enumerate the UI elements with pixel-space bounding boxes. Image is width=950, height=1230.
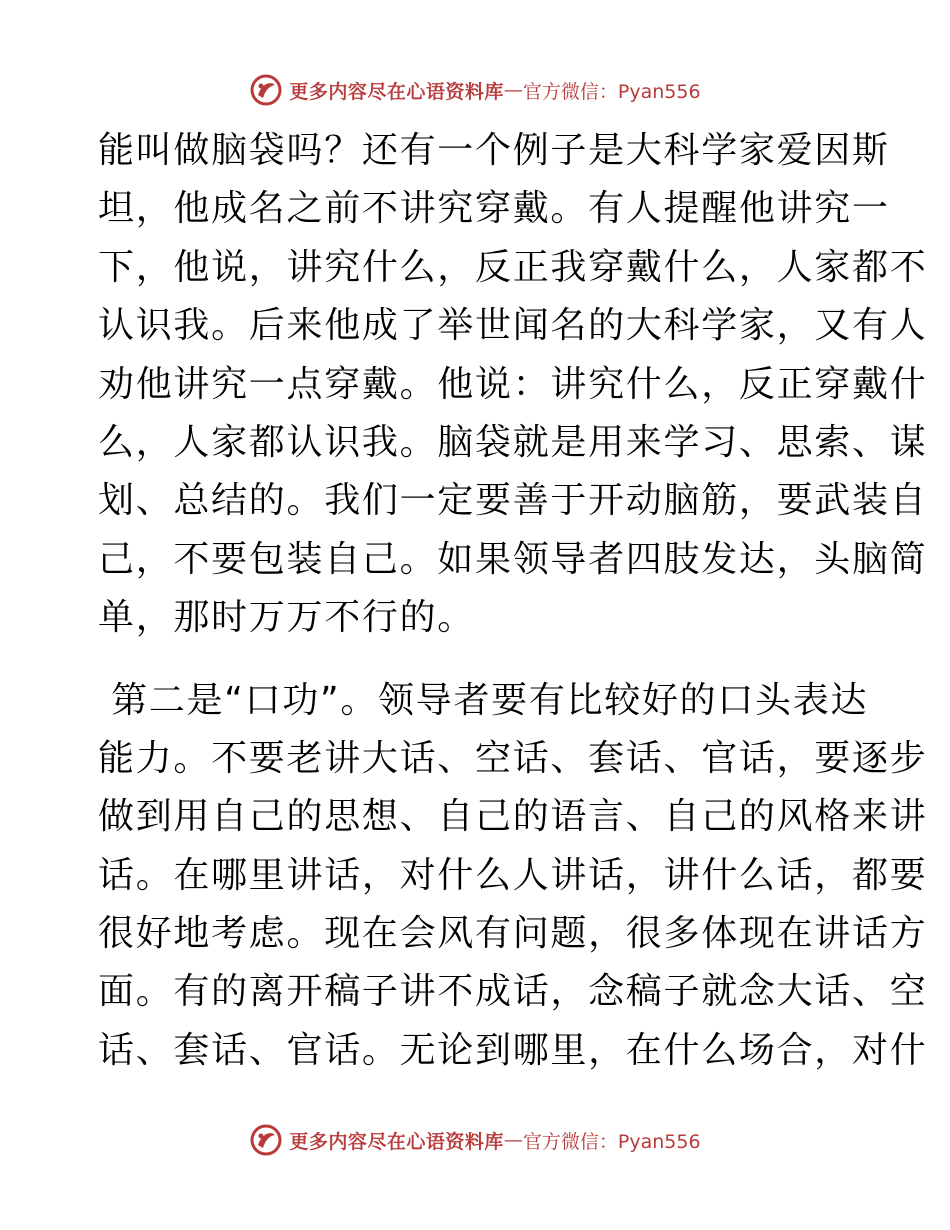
text-line: 话、套话、官话。无论到哪里，在什么场合，对什	[98, 1029, 928, 1071]
paragraph	[98, 122, 928, 648]
paragraph	[98, 672, 928, 1081]
text-line: 做到用自己的思想、自己的语言、自己的风格来讲	[98, 796, 928, 838]
watermark-separator: —	[503, 1129, 523, 1151]
watermark-separator: —	[503, 79, 523, 101]
watermark-title: 更多内容尽在心语资料库	[289, 1130, 504, 1153]
text-line: 很好地考虑。现在会风有问题，很多体现在讲话方	[98, 913, 928, 955]
text-line: 第二是“口功”。领导者要有比较好的口头表达	[98, 679, 869, 721]
footer-watermark	[0, 1120, 950, 1160]
text-line: 己，不要包装自己。如果领导者四肢发达，头脑简	[98, 538, 928, 580]
text-line: 划、总结的。我们一定要善于开动脑筋，要武装自	[98, 480, 928, 522]
logo-icon	[249, 1123, 283, 1157]
text-line: 话。在哪里讲话，对什么人讲话，讲什么话，都要	[98, 854, 928, 896]
text-line: 单，那时万万不行的。	[98, 597, 476, 639]
text-line: 么，人家都认识我。脑袋就是用来学习、思索、谋	[98, 421, 928, 463]
watermark-title: 更多内容尽在心语资料库	[289, 80, 504, 103]
header-watermark	[0, 70, 950, 110]
watermark-contact: 官方微信：Pyan556	[522, 1130, 701, 1153]
text-line: 能叫做脑袋吗？还有一个例子是大科学家爱因斯	[98, 130, 890, 171]
watermark-contact: 官方微信：Pyan556	[522, 80, 701, 103]
logo-icon	[249, 73, 283, 107]
text-line: 面。有的离开稿子讲不成话，念稿子就念大话、空	[98, 971, 928, 1013]
text-line: 劝他讲究一点穿戴。他说：讲究什么，反正穿戴什	[98, 363, 928, 405]
text-line: 坦，他成名之前不讲究穿戴。有人提醒他讲究一	[98, 188, 890, 230]
text-line: 下，他说，讲究什么，反正我穿戴什么，人家都不	[98, 246, 928, 288]
document-body	[98, 122, 928, 1080]
text-line: 能力。不要老讲大话、空话、套话、官话，要逐步	[98, 737, 928, 779]
text-line: 认识我。后来他成了举世闻名的大科学家，又有人	[98, 305, 928, 347]
